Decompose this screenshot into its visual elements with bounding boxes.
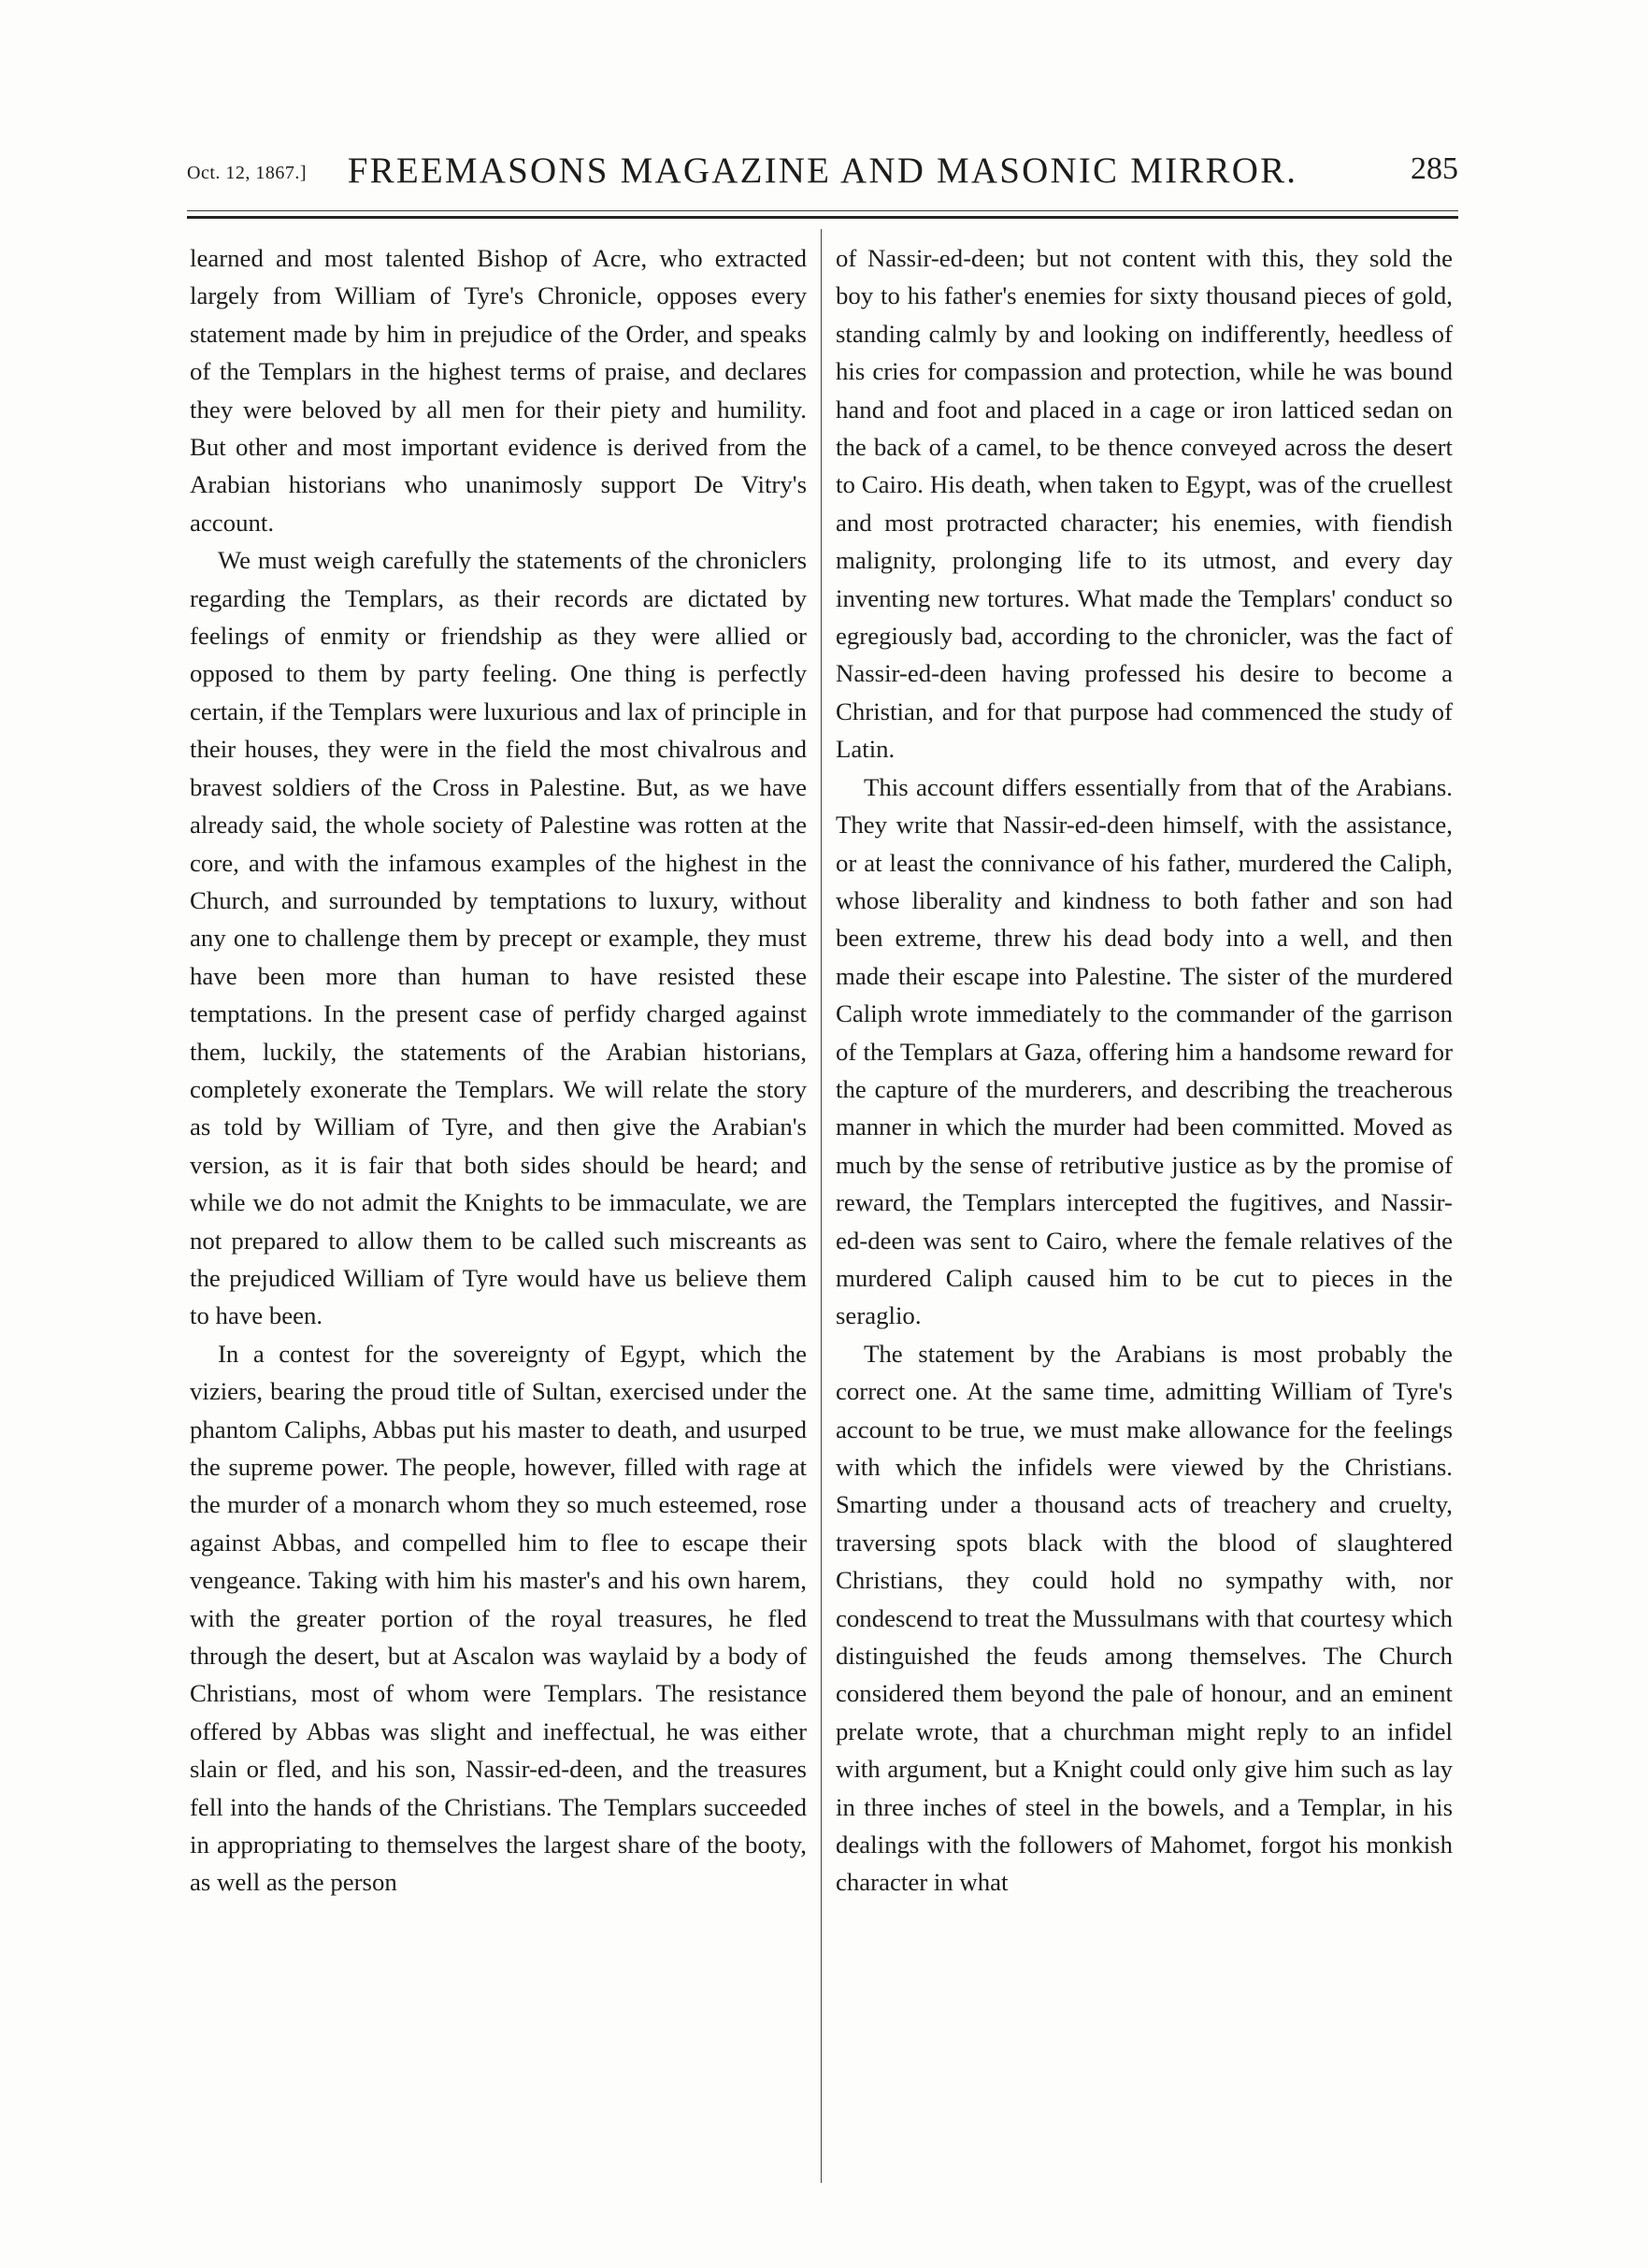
left-paragraph-2: We must weigh carefully the statements of the chroniclers regarding the Templars, as their records are dictated by feelings of enmity or friendship as they were allied or opposed to them by party feeling. One thing is perfectly certain, if the Templars were luxurious and lax of principle in their houses, they were in the field the most chivalrous and bravest soldiers of the Cross in Palestine. But, as we have already said, the whole society of Palestine was rotten at the core, and with the infamous examples of the highest in the Church, and surrounded by temptations to luxury, without any one to challenge them by precept or example, they must have been more than human to have resisted these temptations. In the present case of perfidy charged against them, luckily, the statements of the Arabian historians, completely exonerate the Templars. We will relate the story as told by William of Tyre, and then give the Arabian's version, as it is fair that both sides should be heard; and while we do not admit the Knights to be immaculate, we are not prepared to allow them to be called such miscreants as the prejudiced William of Tyre would have us believe them to have been. bbox=[190, 546, 807, 1330]
running-header bbox=[187, 150, 1458, 206]
left-paragraph-3: In a contest for the sovereignty of Egypt, which the viziers, bearing the proud title of Sultan, exercised under the phantom Caliphs, Abbas put his master to death, and usurped the supreme power. The people, however, filled with rage at the murder of a monarch whom they so much esteemed, rose against Abbas, and compelled him to flee to escape their vengeance. Taking with him his master's and his own harem, with the greater portion of the royal treasures, he fled through the desert, but at Ascalon was waylaid by a body of Christians, most of whom were Templars. The resistance offered by Abbas was slight and ineffectual, he was either slain or fled, and his son, Nassir-ed-deen, and the treasures fell into the hands of the Christians. The Templars succeeded in appropriating to themselves the largest share of the booty, as well as the person bbox=[190, 1339, 807, 1897]
magazine-title: FREEMASONS MAGAZINE AND MASONIC MIRROR. bbox=[347, 151, 1298, 191]
header-rule-thin bbox=[187, 210, 1458, 211]
page-number: 285 bbox=[1411, 151, 1458, 186]
left-column bbox=[190, 239, 807, 1902]
left-paragraph-1: learned and most talented Bishop of Acre, who extracted largely from William of Tyre's Chronicle, opposes every statement made by him in prejudice of the Order, and speaks of the Templars in the highest terms of praise, and declares they were beloved by all men for their piety and humility. But other and most important evidence is derived from the Arabian historians who unanimosly support De Vitry's account. bbox=[190, 244, 807, 537]
right-column bbox=[836, 239, 1453, 1902]
column-divider bbox=[821, 229, 822, 2183]
right-paragraph-2: This account differs essentially from that of the Arabians. They write that Nassir-ed-deen himself, with the assistance, or at least the connivance of his father, murdered the Caliph, whose liberality and kindness to both father and son had been extreme, threw his dead body into a well, and then made their escape into Palestine. The sister of the murdered Caliph wrote immediately to the commander of the garrison of the Templars at Gaza, offering him a handsome reward for the capture of the murderers, and describing the treacherous manner in which the murder had been committed. Moved as much by the sense of retributive justice as by the promise of reward, the Templars intercepted the fugitives, and Nassir-ed-deen was sent to Cairo, where the female relatives of the murdered Caliph caused him to be cut to pieces in the seraglio. bbox=[836, 772, 1453, 1330]
right-paragraph-1: of Nassir-ed-deen; but not content with this, they sold the boy to his father's enemies for sixty thousand pieces of gold, standing calmly by and looking on indifferently, heedless of his cries for compassion and protection, while he was bound hand and foot and placed in a cage or iron latticed sedan on the back of a camel, to be thence conveyed across the desert to Cairo. His death, when taken to Egypt, was of the cruellest and most protracted character; his enemies, with fiendish malignity, prolonging life to its utmost, and every day inventing new tortures. What made the Templars' conduct so egregiously bad, according to the chronicler, was the fact of Nassir-ed-deen having professed his desire to become a Christian, and for that purpose had commenced the study of Latin. bbox=[836, 244, 1453, 764]
right-paragraph-3: The statement by the Arabians is most probably the correct one. At the same time, admitting William of Tyre's account to be true, we must make allowance for the feelings with which the infidels were viewed by the Christians. Smarting under a thousand acts of treachery and cruelty, traversing spots black with the blood of slaughtered Christians, they could hold no sympathy with, nor condescend to treat the Mussulmans with that courtesy which distinguished the feuds among themselves. The Church considered them beyond the pale of honour, and an eminent prelate wrote, that a churchman might reply to an infidel with argument, but a Knight could only give him such as lay in three inches of steel in the bowels, and a Templar, in his dealings with the followers of Mahomet, forgot his monkish character in what bbox=[836, 1339, 1453, 1897]
issue-date: Oct. 12, 1867.] bbox=[187, 163, 308, 183]
header-rule-thick bbox=[187, 216, 1458, 219]
